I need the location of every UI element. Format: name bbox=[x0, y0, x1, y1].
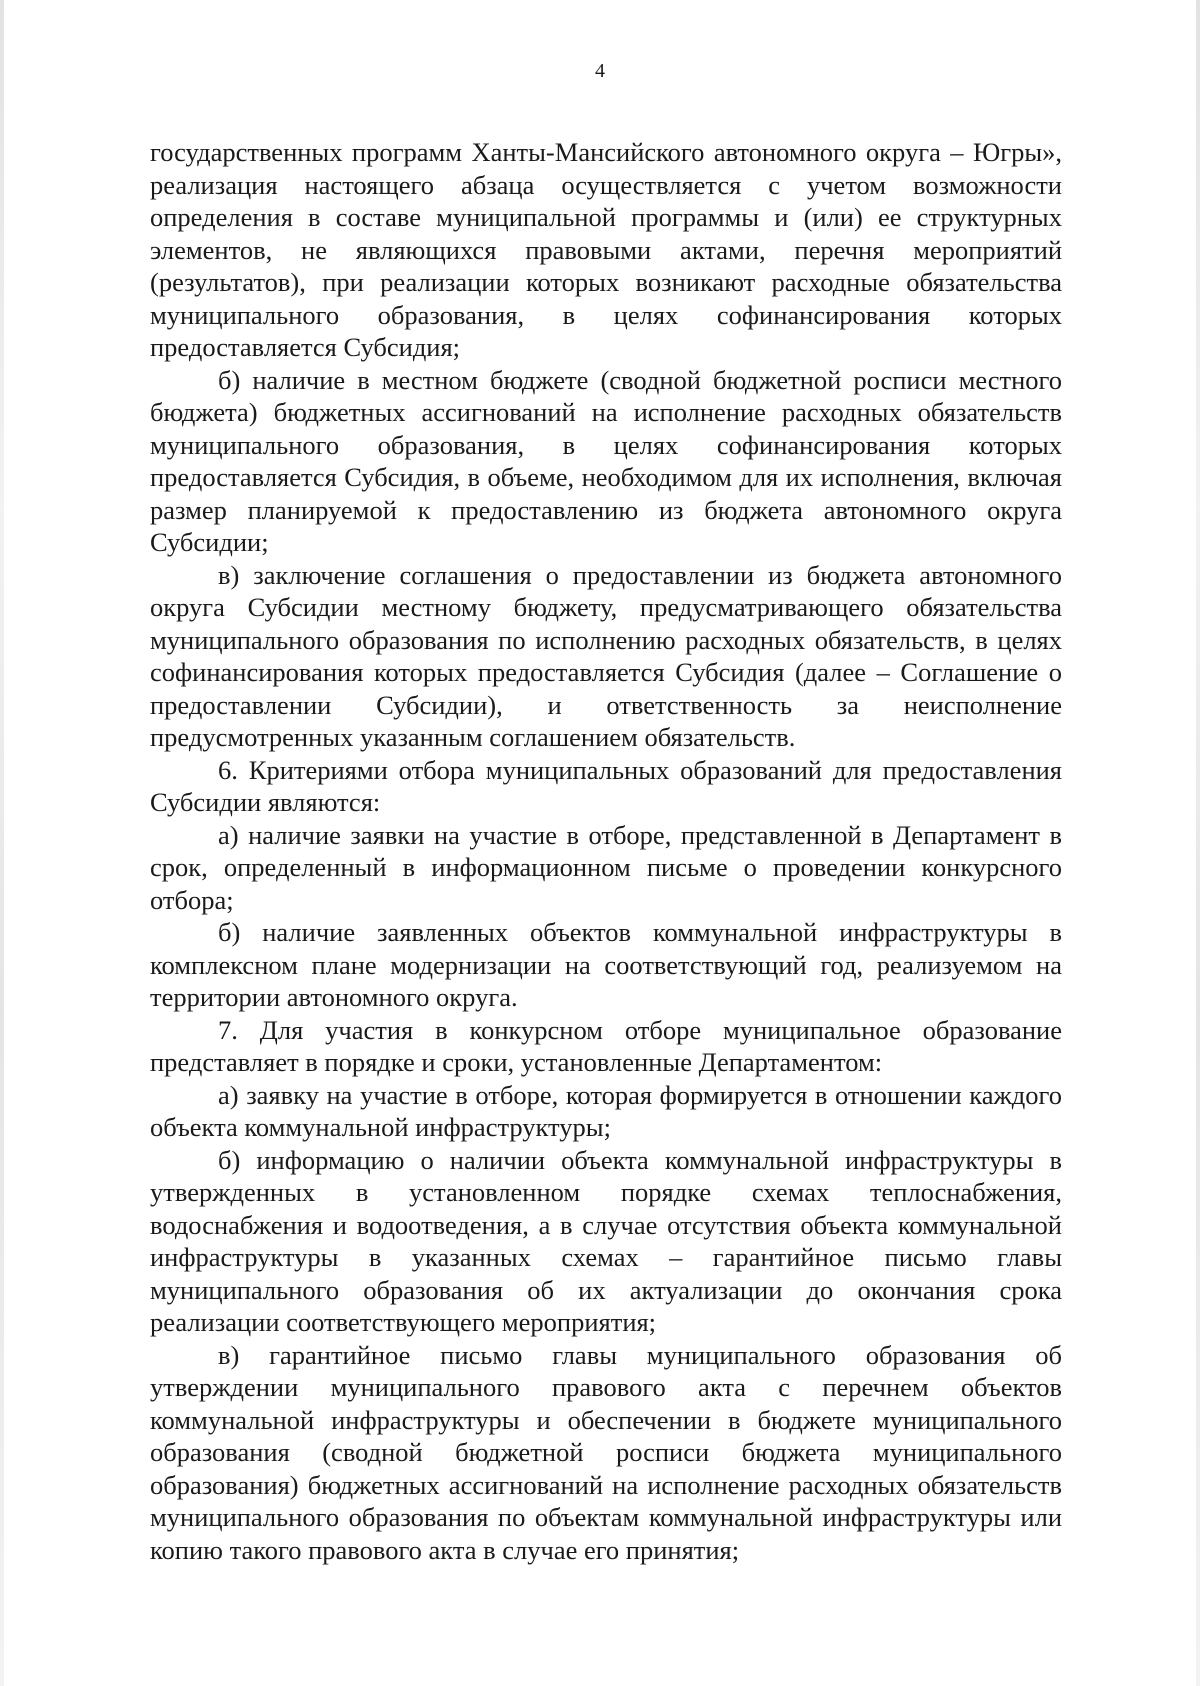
paragraph-item-7a: а) заявку на участие в отборе, которая формируется в отношении каждого объекта коммунальной инфраструктуры; bbox=[150, 1079, 1062, 1142]
scan-edge-left bbox=[0, 0, 4, 1686]
scan-edge-right bbox=[1196, 0, 1200, 1686]
paragraph-section-6: 6. Критериями отбора муниципальных образований для предоставления Субсидии являются: bbox=[150, 754, 1062, 817]
paragraph-item-5v: в) заключение соглашения о предоставлении из бюджета автономного округа Субсидии местному бюджету, предусматривающего обязательства муниципального образования по исполнению расходных обязательств, в целях софинансирования которых предоставляется Субсидия (далее – Соглашение о предоставлении Субсидии), и ответственность за неисполнение предусмотренных указанным соглашением обязательств. bbox=[150, 559, 1062, 752]
paragraph-section-7: 7. Для участия в конкурсном отборе муниципальное образование представляет в порядке и сроки, установленные Департаментом: bbox=[150, 1014, 1062, 1077]
paragraph-item-6b: б) наличие заявленных объектов коммунальной инфраструктуры в комплексном плане модернизации на соответствующий год, реализуемом на территории автономного округа. bbox=[150, 917, 1062, 1012]
paragraph-item-7v: в) гарантийное письмо главы муниципального образования об утверждении муниципального правового акта с перечнем объектов коммунальной инфраструктуры и обеспечении в бюджете муниципального образования (сводной бюджетной росписи бюджета муниципального образования) бюджетных ассигнований на исполнение расходных обязательств муниципального образования по объектам коммунальной инфраструктуры или копию такого правового акта в случае его принятия; bbox=[150, 1339, 1062, 1565]
paragraph-item-7b: б) информацию о наличии объекта коммунальной инфраструктуры в утвержденных в установленном порядке схемах теплоснабжения, водоснабжения и водоотведения, а в случае отсутствия объекта коммунальной инфраструктуры в указанных схемах – гарантийное письмо главы муниципального образования об их актуализации до окончания срока реализации соответствующего мероприятия; bbox=[150, 1144, 1062, 1337]
paragraph-item-5b: б) наличие в местном бюджете (сводной бюджетной росписи местного бюджета) бюджетных ассигнований на исполнение расходных обязательств муниципального образования, в целях софинансирования которых предоставляется Субсидия, в объеме, необходимом для их исполнения, включая размер планируемой к предоставлению из бюджета автономного округа Субсидии; bbox=[150, 364, 1062, 557]
paragraph-item-6a: а) наличие заявки на участие в отборе, представленной в Департамент в срок, определенный в информационном письме о проведении конкурсного отбора; bbox=[150, 819, 1062, 915]
page-number: 4 bbox=[595, 60, 605, 82]
document-body bbox=[150, 136, 1062, 1566]
paragraph-continuation: государственных программ Ханты-Мансийского автономного округа – Югры», реализация настоящего абзаца осуществляется с учетом возможности определения в составе муниципальной программы и (или) ее структурных элементов, не являющихся правовыми актами, перечня мероприятий (результатов), при реализации которых возникают расходные обязательства муниципального образования, в целях софинансирования которых предоставляется Субсидия; bbox=[150, 137, 1062, 362]
